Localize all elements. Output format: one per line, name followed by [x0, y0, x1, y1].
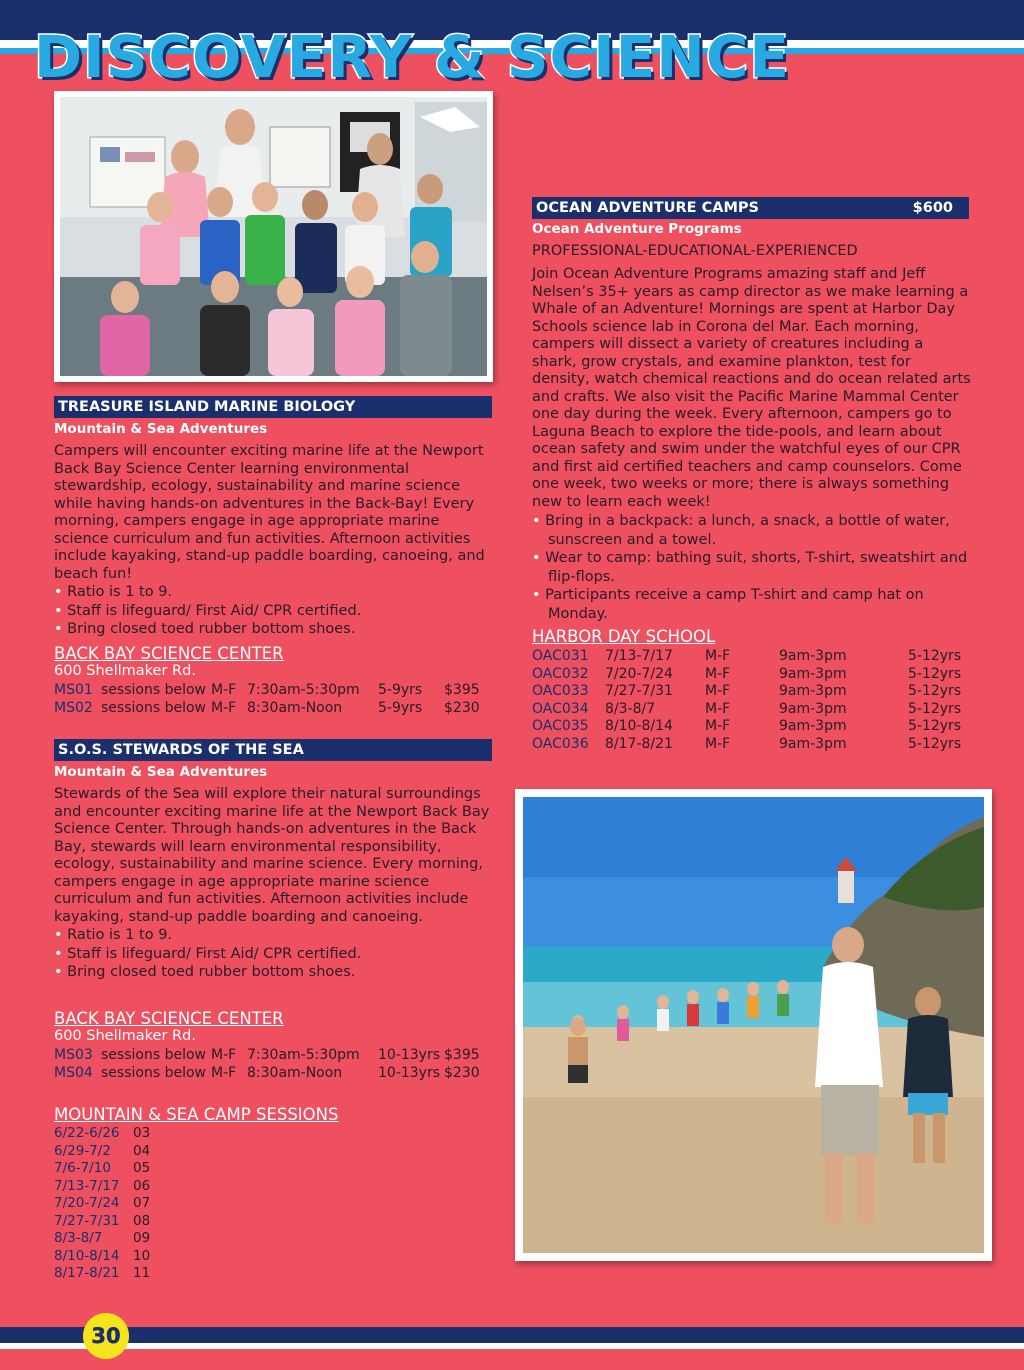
camp-session-dates[interactable]: 7/27-7/31: [54, 1212, 120, 1229]
ocean-session-row: [532, 647, 972, 665]
session-ages: 5-9yrs: [378, 700, 423, 716]
beach-tidepool-photo: [515, 789, 992, 1261]
ocean-bullets: [532, 512, 972, 623]
treasure-bullets: [54, 583, 494, 639]
ocean-session-code[interactable]: OAC034: [532, 700, 589, 717]
ocean-session-days: M-F: [705, 683, 731, 699]
camp-session-row: [54, 1230, 151, 1248]
footer-stripe: [0, 1343, 1024, 1349]
ocean-session-code[interactable]: OAC031: [532, 648, 589, 664]
session-ages: 10-13yrs: [378, 1065, 441, 1081]
camp-session-row: [54, 1247, 151, 1266]
session-ages: 10-13yrs: [378, 1047, 441, 1063]
session-days: M-F: [211, 700, 237, 716]
ocean-session-days: M-F: [705, 665, 731, 682]
session-code[interactable]: MS03: [54, 1047, 93, 1063]
session-code[interactable]: MS01: [54, 682, 93, 698]
sos-bullet-3: • Bring closed toed rubber bottom shoes.: [54, 963, 494, 982]
ocean-session-days: M-F: [705, 648, 731, 664]
camp-session-dates[interactable]: 7/6-7/10: [54, 1160, 111, 1176]
classroom-group-photo: [54, 91, 493, 382]
ocean-bullet-3: • Participants receive a camp T-shirt and camp hat on Monday.: [532, 586, 972, 623]
session-time: 8:30am-Noon: [247, 1065, 343, 1081]
footer-band: [0, 1327, 1024, 1343]
page-number-badge: 30: [83, 1313, 129, 1359]
ocean-session-days: M-F: [705, 700, 731, 717]
camp-session-row: [54, 1125, 151, 1143]
camp-session-row: [54, 1265, 151, 1283]
treasure-bullet-1: • Ratio is 1 to 9.: [54, 583, 494, 602]
camp-session-row: [54, 1212, 151, 1231]
ocean-session-dates: 7/20-7/24: [605, 665, 673, 682]
ocean-session-row: [532, 665, 972, 683]
session-desc: sessions below: [101, 1047, 206, 1063]
ocean-heading: [532, 197, 969, 219]
ocean-session-dates: 7/13-7/17: [605, 648, 673, 664]
treasure-provider: Mountain & Sea Adventures: [54, 421, 268, 437]
camp-session-number: 11: [133, 1265, 151, 1281]
ocean-session-dates: 8/3-8/7: [605, 700, 656, 717]
camp-session-dates[interactable]: 6/22-6/26: [54, 1125, 120, 1141]
ocean-session-dates: 8/17-8/21: [605, 735, 673, 752]
ocean-bullet-2: • Wear to camp: bathing suit, shorts, T-shirt, sweatshirt and flip-flops.: [532, 549, 972, 586]
session-ages: 5-9yrs: [378, 682, 423, 698]
sos-description: Stewards of the Sea will explore their natural surroundings and encounter exciting marine life at the Newport Back Bay Science Center. Through hands-on adventures in the Back Bay, stewards will learn environmental responsibility, ecology, sustainability and marine science. Every morning, campers engage in age appropriate marine science curriculum and fun activities. Afternoon activities include kayaking, stand-up paddle boarding and canoeing.: [54, 786, 490, 925]
ocean-session-row: [532, 717, 972, 735]
ocean-session-ages: 5-12yrs: [908, 683, 962, 699]
ocean-tagline: PROFESSIONAL-EDUCATIONAL-EXPERIENCED: [532, 243, 858, 259]
ocean-session-code[interactable]: OAC035: [532, 718, 589, 734]
treasure-bullet-2: • Staff is lifeguard/ First Aid/ CPR certified.: [54, 602, 494, 621]
camp-session-dates[interactable]: 8/3-8/7: [54, 1230, 103, 1246]
camp-session-number: 04: [133, 1142, 151, 1159]
session-price: $230: [444, 1065, 480, 1081]
ocean-session-ages: 5-12yrs: [908, 735, 962, 752]
ocean-session-ages: 5-12yrs: [908, 648, 962, 664]
session-days: M-F: [211, 682, 237, 698]
camp-session-number: 09: [133, 1230, 151, 1246]
ocean-description: Join Ocean Adventure Programs amazing staff and Jeff Nelsen’s 35+ years as camp director as we make learning a Whale of an Adventure! Mornings are spent at Harbor Day Schools science lab in Corona del Mar. Each morning, campers will dissect a variety of creatures including a shark, grow crystals, and examine plankton, test for density, watch chemical reactions and do ocean related arts and crafts. We also visit the Pacific Marine Mammal Center one day during the week. Every afternoon, campers go to Laguna Beach to explore the tide-pools, and learn about ocean safety and swim under the watchful eyes of our CPR and first aid certified teachers and camp counselors. Come one week, two weeks or more; there is always something new to learn each week!: [532, 266, 971, 510]
ocean-session-row: [532, 700, 972, 718]
ocean-session-days: M-F: [705, 718, 731, 734]
ocean-session-dates: 7/27-7/31: [605, 683, 673, 699]
sos-bullet-2: • Staff is lifeguard/ First Aid/ CPR certified.: [54, 945, 494, 964]
camp-session-dates[interactable]: 8/10-8/14: [54, 1247, 120, 1264]
session-desc: sessions below: [101, 700, 206, 716]
session-row-ms03: [54, 1046, 494, 1064]
session-time: 7:30am-5:30pm: [247, 1047, 360, 1063]
camp-session-number: 07: [133, 1195, 151, 1211]
session-days: M-F: [211, 1065, 237, 1081]
camp-session-number: 05: [133, 1160, 151, 1176]
camp-session-row: [54, 1160, 151, 1178]
ocean-session-time: 9am-3pm: [779, 683, 847, 699]
session-desc: sessions below: [101, 682, 206, 698]
camp-session-number: 06: [133, 1177, 151, 1194]
ocean-price: $600: [912, 200, 953, 216]
camp-session-row: [54, 1177, 151, 1196]
ocean-session-code[interactable]: OAC033: [532, 683, 589, 699]
session-row-ms04: [54, 1064, 494, 1082]
session-time: 8:30am-Noon: [247, 700, 343, 716]
ocean-bullet-1: • Bring in a backpack: a lunch, a snack, a bottle of water, sunscreen and a towel.: [532, 512, 972, 549]
ocean-location-link[interactable]: HARBOR DAY SCHOOL: [532, 627, 716, 646]
ocean-session-time: 9am-3pm: [779, 700, 847, 717]
camp-sessions-heading[interactable]: MOUNTAIN & SEA CAMP SESSIONS: [54, 1105, 339, 1124]
sos-bullet-1: • Ratio is 1 to 9.: [54, 926, 494, 945]
sos-heading: S.O.S. STEWARDS OF THE SEA: [54, 739, 492, 761]
camp-session-dates[interactable]: 8/17-8/21: [54, 1265, 120, 1281]
camp-session-number: 03: [133, 1125, 151, 1141]
session-price: $395: [444, 1047, 480, 1063]
session-price: $395: [444, 682, 480, 698]
page-title: DISCOVERY & SCIENCE: [34, 23, 791, 91]
treasure-address: 600 Shellmaker Rd.: [54, 663, 196, 679]
ocean-session-ages: 5-12yrs: [908, 718, 962, 734]
ocean-provider: Ocean Adventure Programs: [532, 221, 742, 237]
camp-session-dates[interactable]: 7/20-7/24: [54, 1195, 120, 1211]
camp-session-row: [54, 1195, 151, 1213]
ocean-session-dates: 8/10-8/14: [605, 718, 673, 734]
ocean-session-time: 9am-3pm: [779, 648, 847, 664]
ocean-session-row: [532, 735, 972, 753]
camp-session-row: [54, 1142, 151, 1161]
treasure-bullet-3: • Bring closed toed rubber bottom shoes.: [54, 620, 494, 639]
ocean-session-code[interactable]: OAC032: [532, 665, 589, 682]
ocean-session-time: 9am-3pm: [779, 735, 847, 752]
camp-session-number: 08: [133, 1212, 151, 1229]
sos-provider: Mountain & Sea Adventures: [54, 764, 268, 780]
session-days: M-F: [211, 1047, 237, 1063]
treasure-island-heading: TREASURE ISLAND MARINE BIOLOGY: [54, 396, 492, 418]
sos-location-link[interactable]: BACK BAY SCIENCE CENTER: [54, 1009, 284, 1028]
session-row-ms02: [54, 699, 494, 717]
sos-address: 600 Shellmaker Rd.: [54, 1028, 196, 1044]
ocean-session-ages: 5-12yrs: [908, 700, 962, 717]
camp-session-number: 10: [133, 1247, 151, 1264]
session-time: 7:30am-5:30pm: [247, 682, 360, 698]
session-desc: sessions below: [101, 1065, 206, 1081]
ocean-session-time: 9am-3pm: [779, 665, 847, 682]
treasure-description: Campers will encounter exciting marine life at the Newport Back Bay Science Center learning environmental stewardship, ecology, sustainability and marine science while having hands-on adventures in the Back-Bay! Every morning, campers engage in age appropriate marine science curriculum and fun activities. Afternoon activities include kayaking, stand-up paddle boarding, canoeing, and beach fun!: [54, 443, 485, 582]
session-code[interactable]: MS04: [54, 1065, 93, 1081]
camp-session-dates[interactable]: 6/29-7/2: [54, 1142, 111, 1159]
session-price: $230: [444, 700, 480, 716]
ocean-session-code[interactable]: OAC036: [532, 735, 589, 752]
sos-bullets: [54, 926, 494, 982]
ocean-session-ages: 5-12yrs: [908, 665, 962, 682]
ocean-session-days: M-F: [705, 735, 731, 752]
treasure-location-link[interactable]: BACK BAY SCIENCE CENTER: [54, 644, 284, 663]
session-row-ms01: [54, 681, 494, 699]
ocean-session-row: [532, 682, 972, 700]
ocean-session-time: 9am-3pm: [779, 718, 847, 734]
ocean-heading-text: OCEAN ADVENTURE CAMPS: [536, 200, 759, 216]
session-code[interactable]: MS02: [54, 700, 93, 716]
camp-session-dates[interactable]: 7/13-7/17: [54, 1177, 120, 1194]
